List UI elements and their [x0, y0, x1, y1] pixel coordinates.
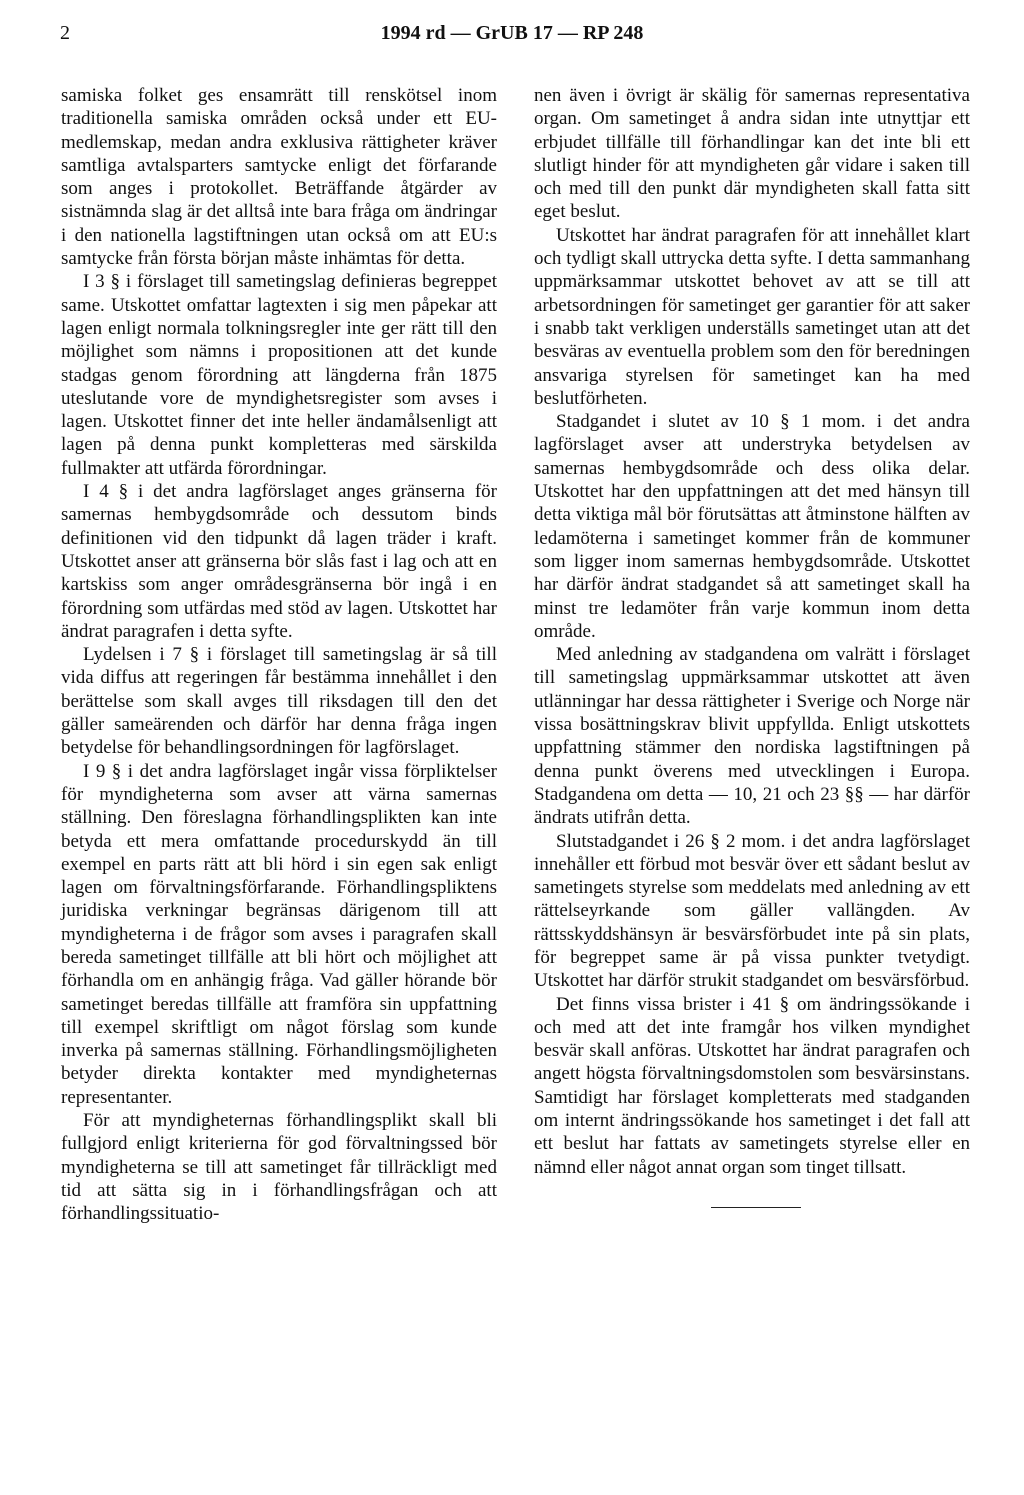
paragraph: I 4 § i det andra lagförslaget anges gränserna för samernas hembygdsområde och dessutom binds definitionen vid den tidpunkt då lagen träder i kraft. Utskottet anser att gränserna bör slås fast i lag och att en kartskiss som anger områdesgränserna bör ingå i en förordning som utfärdas med stöd av lagen. Utskottet har ändrat paragrafen i detta syfte.: [61, 481, 497, 642]
page-number: 2: [60, 22, 70, 44]
paragraph: Lydelsen i 7 § i förslaget till sametingslag är så till vida diffus att regeringen får bestämma innehållet i den berättelse som skall avges till riksdagen till den det gäller sameärenden och därför har denna fråga ingen betydelse för behandlingsordningen för lagförslaget.: [61, 644, 497, 759]
end-rule: [711, 1207, 801, 1208]
paragraph: För att myndigheternas förhandlingsplikt skall bli fullgjord enligt kriterierna för god förvaltningssed bör myndigheterna se till att sametinget får tillräckligt med tid att sätta sig in i förhandlingsfrågan och att förhandlingssituatio-: [61, 1110, 497, 1225]
paragraph: I 3 § i förslaget till sametingslag definieras begreppet same. Utskottet omfattar lagtexten i sig men påpekar att lagen enligt normala tolkningsregler inte ger rätt till den möjlighet som nämns i propositionen att det kunde stadgas genom förordning att längderna från 1875 uteslutande vore de myndighetsregister som avses i lagen. Utskottet finner det inte heller ändamålsenligt att lagen på denna punkt kompletteras med särskilda fullmakter att utfärda förordningar.: [61, 271, 497, 479]
paragraph: Med anledning av stadgandena om valrätt i förslaget till sametingslag uppmärksammar utskottet att även utlänningar har dessa rättigheter i Sverige och Norge när vissa bosättningskrav blivit uppfyllda. Enligt utskottets uppfattning stämmer den nordiska lagstiftningen på denna punkt överens med utvecklingen i Europa. Stadgandena om detta — 10, 21 och 23 §§ — har därför ändrats utifrån detta.: [534, 644, 970, 829]
paragraph: Stadgandet i slutet av 10 § 1 mom. i det andra lagförslaget avser att understryka betydelsen av samernas hembygdsområde och dess olika delar. Utskottet har den uppfattningen att det med hänsyn till detta viktiga mål bör förutsättas att åtminstone hälften av ledamöterna i sametinget kommer från de kommuner som ligger inom samernas hembygdsområde. Utskottet har därför ändrat stadgandet så att sametinget skall ha minst tre ledamöter från varje kommun inom detta område.: [534, 411, 970, 642]
paragraph: Slutstadgandet i 26 § 2 mom. i det andra lagförslaget innehåller ett förbud mot besvär över ett sådant beslut av sametingets styrelse som meddelats med anledning av ett rättelseyrkande som gäller vallängden. Av rättsskyddshänsyn är besvärsförbudet inte på sin plats, för begreppet same är på vissa punkter tvetydigt. Utskottet har därför strukit stadgandet om besvärsförbud.: [534, 830, 970, 992]
paragraph: Utskottet har ändrat paragrafen för att innehållet klart och tydligt skall uttrycka detta syfte. I detta sammanhang uppmärksammar utskottet behovet av att se till att arbetsordningen för sametinget ger garantier för att saker i snabb takt verkligen underställs sametinget utan att det besväras av eventuella problem som den för beredningen ansvariga styrelsen för sametinget kan ha med beslutförheten.: [534, 224, 970, 409]
paragraph: Det finns vissa brister i 41 § om ändringssökande i och med att det inte framgår hos vilken myndighet besvär skall anföras. Utskottet har ändrat paragrafen och angett högsta förvaltningsdomstolen som besvärsinstans. Samtidigt har förslaget kompletterats med stadganden om internt ändringssökande hos sametinget i det fall att ett beslut har fattats av sametingets styrelse eller en nämnd eller något annat organ som tinget tillsatt.: [534, 993, 970, 1178]
paragraph: nen även i övrigt är skälig för samernas representativa organ. Om sametinget å andra sidan inte utnyttjar ett erbjudet tillfälle till förhandlingar kan det inte bli ett slutligt hinder för att myndigheten går vidare i saken till och med till den punkt där myndigheten skall fatta sitt eget beslut.: [534, 85, 970, 223]
paragraph: samiska folket ges ensamrätt till renskötsel inom traditionella samiska områden också under ett EU-medlemskap, medan andra exklusiva rättigheter kräver samtliga avtalsparters samtycke enligt det förfarande som anges i protokollet. Beträffande åtgärder av sistnämnda slag är det alltså inte bara fråga om ändringar i den nationella lagstiftningen utan också om att EU:s samtycke från första början måste inhämtas för detta.: [61, 85, 497, 270]
running-header: 1994 rd — GrUB 17 — RP 248: [380, 22, 644, 44]
left-column: [61, 84, 497, 1226]
paragraph: I 9 § i det andra lagförslaget ingår vissa förpliktelser för myndigheterna som avser att värna samernas ställning. Den föreslagna förhandlingsplikten kan inte betyda ett mera omfattande procedurskydd än till exempel en parts rätt att bli hörd i sin egen sak enligt lagen om förvaltningsförfarande. Förhandlingspliktens juridiska verkningar begränsas därigenom till att myndigheterna i de frågor som avses i paragrafen skall bereda sametinget tillfälle att bli hört och möjlighet att förhandla om en anhängig fråga. Vad gäller hörande bör sametinget beredas tillfälle att framföra sin uppfattning till exempel skriftligt om något förslag som kunde inverka på samernas ställning. Förhandlingsmöjligheten betyder direkta kontakter med myndigheternas representanter.: [61, 760, 497, 1108]
right-column: [534, 84, 970, 1179]
